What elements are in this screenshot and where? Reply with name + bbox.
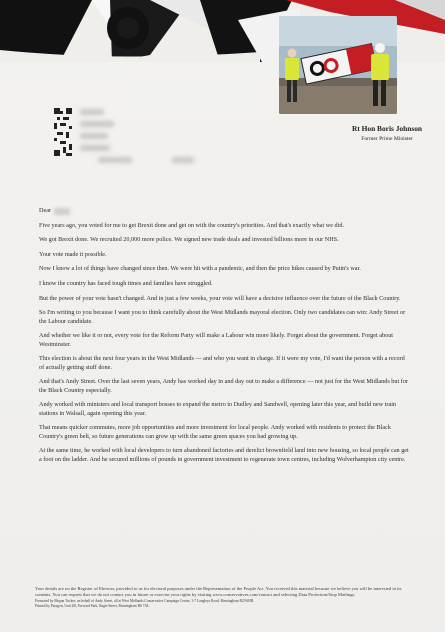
redacted-address-line: [80, 145, 110, 151]
campaign-photo: [279, 16, 397, 114]
paragraph: But the power of your vote hasn't changed. And in just a few weeks, your vote will have a decisive influence over the future of the Black Country.: [39, 294, 401, 302]
promoted-by-imprint: Promoted by Megan Tucker, on behalf of Andy Street, all at West Midlands Conservative Campaign Centre, 1-7 Langleys Road, Birmingham B29 6HR.: [35, 598, 255, 603]
legal-footer: [35, 586, 417, 609]
sender-block: [332, 124, 442, 142]
qr-code: [54, 108, 72, 156]
sender-title: Former Prime Minister: [361, 136, 413, 142]
paragraph: This election is about the next four years in the West Midlands — and who you want in charge. If it were my vote, I'd want the person with a record of actually getting stuff done.: [39, 355, 405, 371]
salutation: [39, 207, 411, 215]
paragraph: Now I know a lot of things have changed since then. We were hit with a pandemic, and then the price hikes caused by Putin's war.: [39, 265, 361, 273]
redacted-address-line: [80, 109, 104, 115]
sender-name: Rt Hon Boris Johnson: [351, 124, 423, 133]
paragraph: And whether we like it or not, every vote for the Reform Party will make a Labour win more likely. Forget about the government. Forget about Westminster.: [39, 332, 394, 348]
paragraph: I know the country has faced tough times and families have struggled.: [39, 279, 213, 287]
privacy-notice: Your details are on the Register of Electors, provided to us for electoral purposes under the Representation of the People Act. You received this material because we believe you will be interested in its contents. You can request that we do not contact you in future or exercise your rights by visiting www.conservatives.com/contact and selecting Data Protection/Stop Mailings.: [35, 586, 402, 597]
paragraph: And that's Andy Street. Over the last seven years, Andy has worked day in and day out to make a difference — not just for the West Midlands but for the Black Country especially.: [39, 378, 408, 394]
printed-by-imprint: Printed by Paragon, Unit 2B, Forward Park, Baget Street, Birmingham B6 7AL.: [35, 604, 151, 609]
paragraph: Five years ago, you voted for me to get Brexit done and get on with the country's priorities. And that's exactly what we did.: [39, 221, 345, 229]
paragraph: We got Brexit done. We recruited 20,000 more police. We signed new trade deals and invested billions more in our NHS.: [39, 236, 339, 244]
paragraph: That means quicker commutes, more job opportunities and more investment for local people. Andy worked with residents to protect the Black Country's green belt, so future generations can grow up with the same green spaces you had growing up.: [39, 424, 391, 440]
paragraph: At the same time, he worked with local developers to turn abandoned factories and derelict brownfield land into new housing, so local people can get a foot on the ladder. And he secured millions of pounds in government investment to regenerate town centres, including Wolverhampton city centre.: [39, 447, 409, 463]
redacted-recipient-name: [54, 208, 70, 215]
redacted-address-line: [80, 121, 114, 127]
salutation-text: Dear: [39, 207, 52, 214]
letter-body: [39, 207, 411, 470]
paragraph: Your vote made it possible.: [39, 250, 107, 258]
redacted-address-line: [80, 133, 108, 139]
paragraph: So I'm writing to you because I want you to think carefully about the West Midlands mayoral election. Only two candidates can win: Andy Street or the Labour candidate.: [39, 309, 406, 325]
redacted-address-line: [172, 157, 194, 163]
redacted-address-line: [98, 157, 132, 163]
paragraph: Andy worked with ministers and local transport bosses to expand the metro to Dudley and Sandwell, opening later this year, and build new train stations in Walsall, again opening this year.: [39, 401, 397, 417]
